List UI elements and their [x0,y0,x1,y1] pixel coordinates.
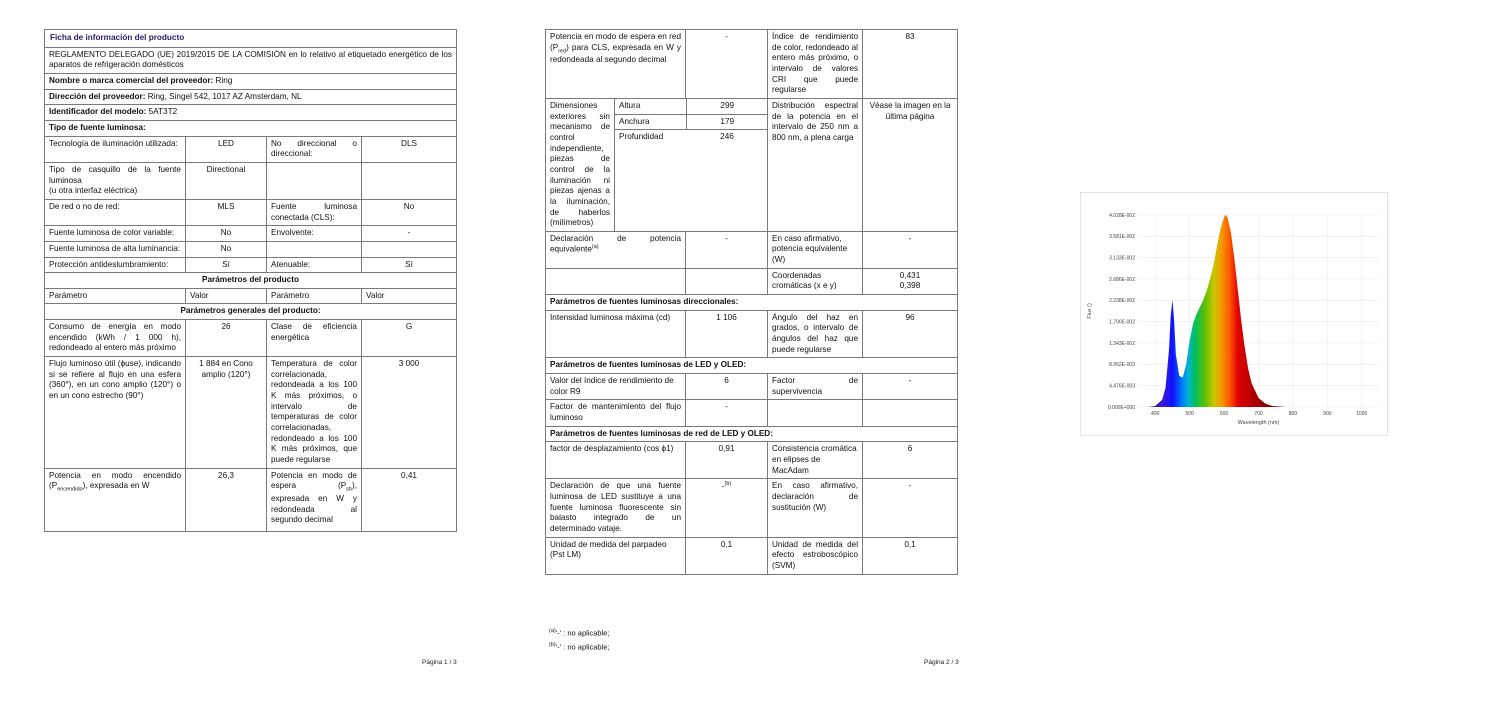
dim-width-label: Anchura [615,114,686,130]
col-header-value: Valor [186,288,267,304]
y-tick-label: 2.686E-002 [1109,276,1135,283]
chromaticity-value: 0,431 0,398 [863,268,958,294]
equivalent-power-label: Declaración de potencia equivalente$^{(a)}$ [546,231,686,268]
page-1 [44,0,456,532]
page-number-1: Página 1 / 3 [422,659,457,666]
anti-glare-label: Protección antideslumbramiento: [45,257,186,273]
regulation-text: REGLAMENTO DELEGADO (UE) 2019/2015 DE LA COMISIÓN en lo relativo al etiquetado energético de los aparatos de refrigeración domésticos [45,47,457,73]
beam-angle-label: Ángulo del haz en grados, o intervalo de ángulos del haz que puede regularse [768,310,863,358]
dim-height-label: Altura [615,99,686,114]
connected-label: Fuente luminosa conectada (CLS): [267,199,362,225]
page-2 [545,0,957,652]
dimensions-cell [615,98,768,231]
x-tick-label: 1000 [1356,411,1368,417]
standby-power-value: 0,41 [362,468,457,531]
col-header-param-2: Parámetro [267,288,362,304]
y-axis-label: Flux () [1087,303,1093,319]
lumen-maintenance-label: Factor de mantenimiento del flujo luminoso [546,400,686,426]
macadam-label: Consistencia cromática en elipses de MacAdam [768,442,863,479]
directional-heading: Parámetros de fuentes luminosas direccionales: [546,295,958,311]
chromaticity-label: Coordenadas cromáticas (x e y) [768,268,863,294]
useful-flux-label: Flujo luminoso útil (ϕuse), indicando si se refiere al flujo en una esfera (360°), en un cono amplio (120°) o en un cono estrecho (90°) [45,357,186,469]
footnote-a: $^{(a)}$'-' : no aplicable; [549,628,610,638]
efficiency-class-value: G [362,320,457,357]
lumen-maintenance-value: - [686,400,768,426]
dim-width-value: 179 [686,114,768,130]
macadam-value: 6 [863,442,958,479]
envelope-label: Envolvente: [267,226,362,242]
mains-value: MLS [186,199,267,225]
energy-consumption-value: 26 [186,320,267,357]
cri-value: 83 [863,30,958,99]
replacement-if-value: - [863,479,958,537]
page-title: Ficha de información del producto [45,30,457,48]
survival-factor-label: Factor de supervivencia [768,374,863,400]
x-tick-label: 500 [1185,411,1194,417]
dim-height-value: 299 [686,99,768,114]
network-standby-value: - [686,30,768,99]
anti-glare-value: Sí [186,257,267,273]
page-number-2: Página 2 / 3 [924,659,959,666]
r9-label: Valor del índice de rendimiento de color R9 [546,374,686,400]
beam-angle-value: 96 [863,310,958,358]
led-replacement-label: Declaración de que una fuente luminosa de LED sustituye a una fuente luminosa fluorescente sin balasto integrado de un determinado vataje. [546,479,686,537]
peak-intensity-label: Intensidad luminosa máxima (cd) [546,310,686,358]
network-standby-label: Potencia en modo de espera en red $(P_{red})$ para CLS, expresada en W y redondeada al segundo decimal [546,30,686,99]
y-tick-label: 4.028E-002 [1109,212,1135,219]
y-tick-label: 1.790E-002 [1109,319,1135,326]
spectral-distribution-label: Distribución espectral de la potencia en el intervalo de 250 nm a 800 nm, a plena carga [768,98,863,231]
colour-tunable-value: No [186,226,267,242]
r9-value: 6 [686,374,768,400]
model-id: 5AT3T2 [148,107,178,117]
col-header-param: Parámetro [45,288,186,304]
equivalent-power-value: - [686,231,768,268]
supplier-address: Ring, Singel 542, 1017 AZ Amsterdam, NL [147,91,302,101]
dim-depth-value: 246 [720,132,734,142]
cap-type-label: Tipo de casquillo de la fuente luminosa (u otra interfaz eléctrica) [45,162,186,199]
dimensions-table [615,99,768,145]
mains-led-heading: Parámetros de fuentes luminosas de red de LED y OLED: [546,426,958,442]
lighting-tech-value: LED [186,136,267,162]
y-tick-label: 3.581E-002 [1109,234,1135,241]
displacement-factor-value: 0,91 [686,442,768,479]
equivalent-if-label: En caso afirmativo, potencia equivalente (W) [768,231,863,268]
model-id-row: Identificador del modelo: 5AT3T2 [45,105,457,121]
spectrum-chart [1080,192,1388,436]
x-axis-label: Wavelength (nm) [1237,420,1280,426]
useful-flux-value: 1 884 en Cono amplio (120°) [186,357,267,469]
lighting-tech-label: Tecnología de iluminación utilizada: [45,136,186,162]
x-tick-label: 800 [1288,411,1298,417]
flicker-value: 0,1 [686,537,768,574]
displacement-factor-label: factor de desplazamiento (cos ϕ1) [546,442,686,479]
high-luminance-label: Fuente luminosa de alta luminancia: [45,241,186,257]
y-tick-label: 2.238E-002 [1109,298,1135,305]
spectral-distribution-value: Véase la imagen en la última página [863,98,958,231]
product-params-heading: Parámetros del producto [45,273,457,289]
efficiency-class-label: Clase de eficiencia energética [267,320,362,357]
stroboscopic-label: Unidad de medida del efecto estroboscópico (SVM) [768,537,863,574]
supplier-name-row: Nombre o marca comercial del proveedor: Ring [45,73,457,89]
y-tick-label: 1.343E-002 [1109,340,1135,347]
col-header-value-2: Valor [362,288,457,304]
x-tick-label: 700 [1254,411,1263,417]
spectrum-area [1148,215,1293,407]
cct-value: 3 000 [362,357,457,469]
led-replacement-value: -$^{(b)}$ [686,479,768,537]
energy-consumption-label: Consumo de energía en modo encendido (kWh / 1 000 h), redondeado al entero más próximo [45,320,186,357]
non-directional-value: DLS [362,136,457,162]
standby-power-label: Potencia en modo de espera $(P_{sb})$, expresada en W y redondeada al segundo decimal [267,468,362,531]
cri-label: Índice de rendimiento de color, redondeado al entero más próximo, o intervalo de valores CRI que puede regularse [768,30,863,99]
cap-type-value: Directional [186,162,267,199]
peak-intensity-value: 1 106 [686,310,768,358]
y-tick-label: 3.133E-002 [1109,255,1135,262]
stroboscopic-value: 0,1 [863,537,958,574]
product-info-table-page-2 [545,29,958,575]
light-source-type-heading: Tipo de fuente luminosa: [45,120,457,136]
cct-label: Temperatura de color correlacionada, redondeada a los 100 K más próximos, o intervalo de temperaturas de color correlacionadas, redondeado a los 100 K más próximos, que puede regularse [267,357,362,469]
general-params-heading: Parámetros generales del producto: [45,304,457,320]
dimensions-label: Dimensiones exteriores sin mecanismo de control independiente, piezas de control de la iluminación ni piezas ajenas a la iluminación, de haberlos (milímetros) [546,98,615,231]
product-info-table-page-1 [44,29,457,532]
x-tick-label: 600 [1219,411,1229,417]
colour-tunable-label: Fuente luminosa de color variable: [45,226,186,242]
connected-value: No [362,199,457,225]
supplier-address-row: Dirección del proveedor: Ring, Singel 542, 1017 AZ Amsterdam, NL [45,89,457,105]
y-tick-label: 0.000E+000 [1107,404,1135,411]
envelope-value: - [362,226,457,242]
dim-depth-label: Profundidad [615,130,686,145]
replacement-if-label: En caso afirmativo, declaración de sustitución (W) [768,479,863,537]
high-luminance-value: No [186,241,267,257]
mains-label: De red o no de red: [45,199,186,225]
survival-factor-value: - [863,374,958,400]
flicker-label: Unidad de medida del parpadeo (Pst LM) [546,537,686,574]
x-tick-label: 900 [1323,411,1332,417]
supplier-name: Ring [215,75,233,85]
led-oled-heading: Parámetros de fuentes luminosas de LED y OLED: [546,358,958,374]
footnote-b: $^{(b)}$'-' : no aplicable; [549,642,610,652]
spectrum-chart-svg [1081,193,1387,435]
dimmable-value: Sí [362,257,457,273]
equivalent-if-value: - [863,231,958,268]
non-directional-label: No direccional o direccional: [267,136,362,162]
on-mode-power-label: Potencia en modo encendido $(P_{encendido})$, expresada en W [45,468,186,531]
y-tick-label: 4.476E-003 [1109,383,1135,390]
x-tick-label: 400 [1151,411,1160,417]
on-mode-power-value: 26,3 [186,468,267,531]
dimmable-label: Atenuable: [267,257,362,273]
y-tick-label: 8.952E-003 [1109,362,1135,369]
